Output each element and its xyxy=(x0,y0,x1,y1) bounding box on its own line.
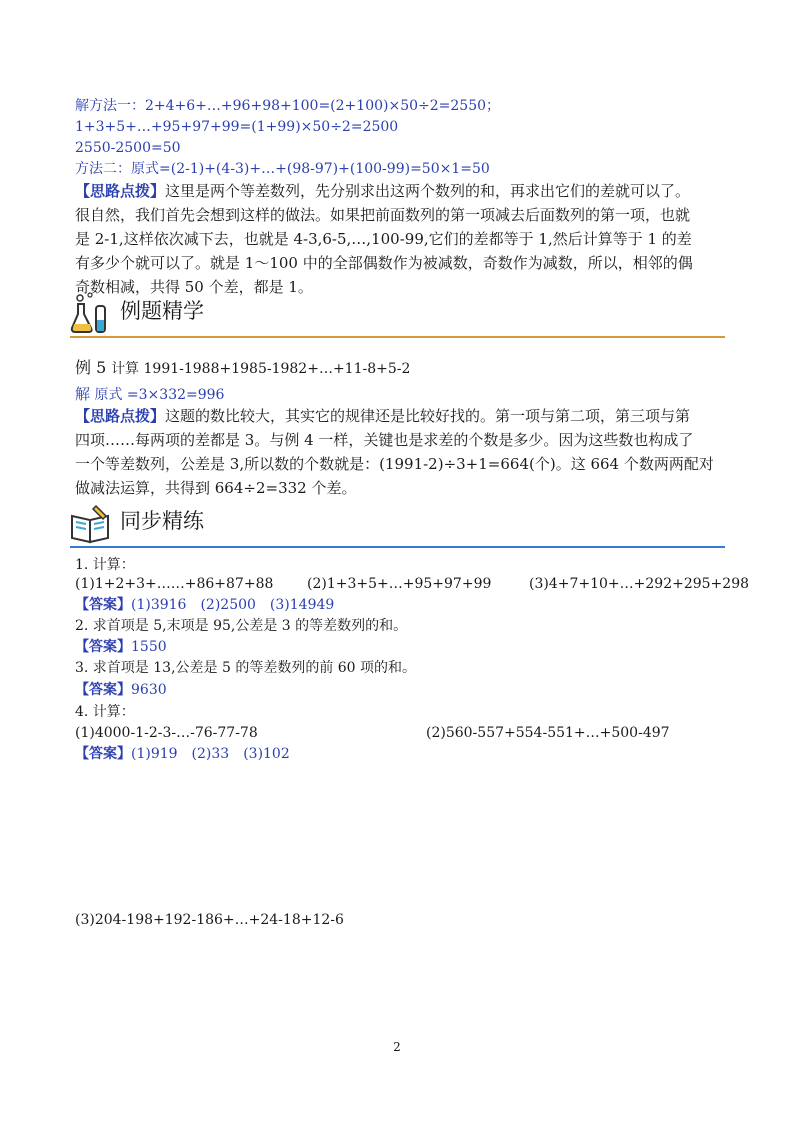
tip-text: 这里是两个等差数列，先分别求出这两个数列的和，再求出它们的差就可以了。 xyxy=(165,182,691,200)
tip-text-line: 奇数相减，共得 50 个差，都是 1。 xyxy=(75,278,313,296)
tip-text-line: 四项……每两项的差都是 3。与例 4 一样，关键也是求差的个数是多少。因为这些数也构成了 xyxy=(75,431,694,449)
solution-line-2: 1+3+5+…+95+97+99=(1+99)×50÷2=2500 xyxy=(75,119,399,135)
tip-text-line: 做减法运算，共得到 664÷2=332 个差。 xyxy=(75,479,357,497)
flask-icon xyxy=(70,292,112,334)
example-question-text: 计算 1991-1988+1985-1982+…+11-8+5-2 xyxy=(111,361,411,377)
section-header-examples xyxy=(70,292,725,338)
question-1-title: 1. 计算： xyxy=(75,557,135,573)
solution-line-4: 方法二：原式=(2-1)+(4-3)+…+(98-97)+(100-99)=50×1=50 xyxy=(75,161,490,177)
question-1-a: (1)1+2+3+……+86+87+88 xyxy=(75,576,274,592)
answer-text: 9630 xyxy=(131,682,167,698)
question-3-title: 3. 求首项是 13,公差是 5 的等差数列的前 60 项的和。 xyxy=(75,660,417,676)
tip-text-line: 很自然，我们首先会想到这样的做法。如果把前面数列的第一项减去后面数列的第一项，也就 xyxy=(75,206,691,224)
example-label: 例 5 xyxy=(75,358,107,377)
section-header-practice xyxy=(70,502,725,548)
tip-paragraph xyxy=(75,180,690,203)
book-icon xyxy=(70,502,112,544)
solution-line-1: 解方法一：2+4+6+…+96+98+100=(2+100)×50÷2=2550； xyxy=(75,98,501,114)
question-1-c: (3)4+7+10+…+292+295+298 xyxy=(529,576,750,592)
question-4-c: (3)204-198+192-186+…+24-18+12-6 xyxy=(75,912,344,928)
tip-text-line: 有多少个就可以了。就是 1～100 中的全部偶数作为被减数，奇数作为减数，所以，相邻的偶 xyxy=(75,254,693,272)
answer-label: 解 xyxy=(75,385,91,403)
section-title: 同步精练 xyxy=(120,509,204,533)
question-2-answer xyxy=(75,637,167,658)
section-title: 例题精学 xyxy=(120,299,204,323)
answer-text: (1)3916 (2)2500 (3)14949 xyxy=(131,597,335,613)
solution-line-3: 2550-2500=50 xyxy=(75,140,181,156)
page-number: 2 xyxy=(393,1040,401,1054)
answer-label: 【答案】 xyxy=(75,597,131,613)
example-question xyxy=(75,356,410,381)
answer-label: 【答案】 xyxy=(75,746,131,762)
example-tip xyxy=(75,405,690,428)
question-4-b: (2)560-557+554-551+…+500-497 xyxy=(426,725,670,741)
question-3-answer xyxy=(75,680,167,701)
answer-text: 原式 =3×332=996 xyxy=(94,387,225,403)
tip-text: 这题的数比较大，其实它的规律还是比较好找的。第一项与第二项，第三项与第 xyxy=(165,407,691,425)
question-1-answer xyxy=(75,595,334,616)
tip-text-line: 是 2-1,这样依次减下去，也就是 4-3,6-5,…,100-99,它们的差都等于 1,然后计算等于 1 的差 xyxy=(75,230,692,248)
tip-text-line: 一个等差数列，公差是 3,所以数的个数就是：(1991-2)÷3+1=664(个)。这 664 个数两两配对 xyxy=(75,455,714,473)
answer-label: 【答案】 xyxy=(75,639,131,655)
question-4-a: (1)4000-1-2-3-…-76-77-78 xyxy=(75,725,258,741)
answer-text: (1)919 (2)33 (3)102 xyxy=(131,746,290,762)
example-answer xyxy=(75,384,224,406)
answer-label: 【答案】 xyxy=(75,682,131,698)
question-2-title: 2. 求首项是 5,末项是 95,公差是 3 的等差数列的和。 xyxy=(75,618,408,634)
tip-label: 【思路点拨】 xyxy=(75,182,166,200)
section-rule xyxy=(70,546,725,548)
tip-label: 【思路点拨】 xyxy=(75,407,166,425)
question-1-b: (2)1+3+5+…+95+97+99 xyxy=(307,576,492,592)
answer-text: 1550 xyxy=(131,639,167,655)
question-4-answer xyxy=(75,744,290,765)
section-rule xyxy=(70,336,725,338)
question-4-title: 4. 计算： xyxy=(75,704,135,720)
